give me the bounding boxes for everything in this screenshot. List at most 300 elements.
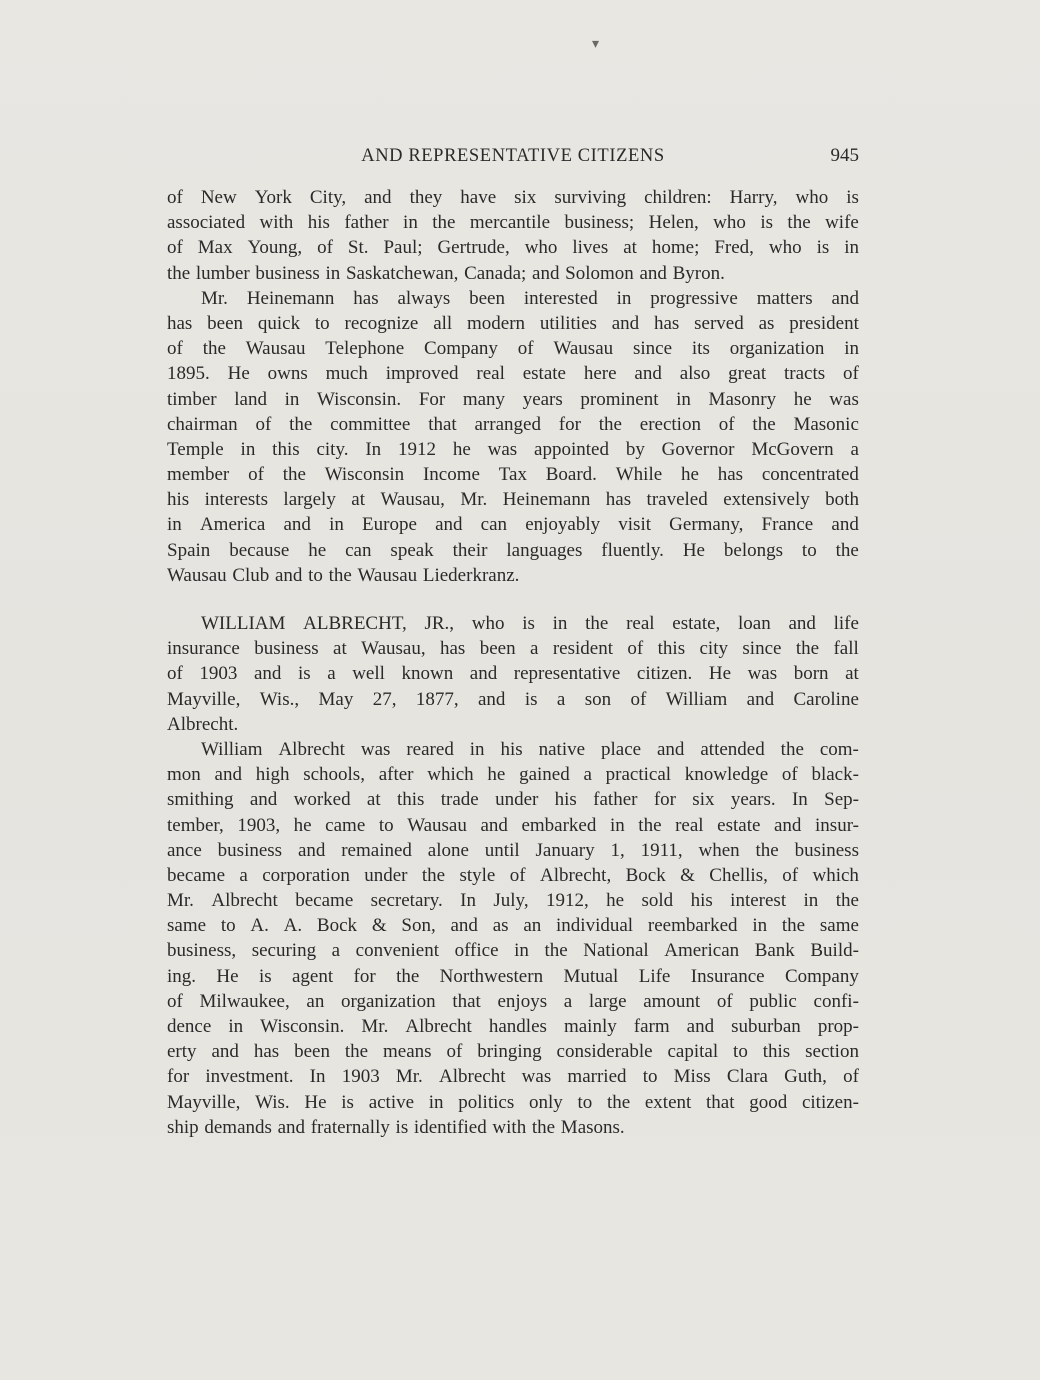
word: mon <box>167 764 201 786</box>
word: estate <box>522 363 566 385</box>
word: Wis., <box>259 688 300 710</box>
word: as <box>492 915 509 937</box>
word: the <box>544 940 568 962</box>
word: resident <box>552 638 613 660</box>
word: and <box>831 287 859 309</box>
word: and <box>831 514 859 536</box>
word: and <box>249 789 278 811</box>
word: interests <box>204 489 268 511</box>
text-line <box>167 838 859 863</box>
word: In <box>460 890 476 912</box>
word: city. <box>316 438 349 460</box>
word: of <box>446 1041 463 1063</box>
word: all <box>433 312 453 334</box>
word: Mayville, <box>167 688 241 710</box>
word: Wis. <box>255 1091 290 1113</box>
word: he <box>606 890 625 912</box>
word: the <box>787 212 811 234</box>
word: National <box>583 940 649 962</box>
word: section <box>805 1041 859 1063</box>
word: trade <box>440 789 479 811</box>
running-head: AND REPRESENTATIVE CITIZENS <box>361 146 665 166</box>
word: the <box>531 1116 556 1138</box>
text-line <box>167 412 859 437</box>
word: Miss <box>673 1066 711 1088</box>
word: a <box>239 864 248 886</box>
word: same <box>819 915 859 937</box>
word: in <box>284 388 300 410</box>
word: appointed <box>534 438 609 460</box>
word: France <box>761 514 814 536</box>
word: with <box>492 1116 527 1138</box>
word: Bock <box>316 915 358 937</box>
word: a <box>563 990 573 1012</box>
word: A. <box>250 915 269 937</box>
word: who <box>524 237 558 259</box>
word: is <box>395 1116 409 1138</box>
word: in <box>428 1091 444 1113</box>
word: Bank <box>754 940 795 962</box>
word: William <box>665 688 728 710</box>
word: he <box>793 388 812 410</box>
word: secretary. <box>370 890 443 912</box>
word: largely <box>283 489 336 511</box>
word: Albrecht <box>278 738 345 760</box>
word: place <box>600 738 642 760</box>
word: speak <box>390 539 434 561</box>
word: Germany, <box>669 514 744 536</box>
paragraph <box>167 185 859 286</box>
text-line <box>167 762 859 787</box>
word: which <box>812 864 859 886</box>
word: of <box>716 990 733 1012</box>
word: the <box>167 262 191 284</box>
word: sold <box>641 890 674 912</box>
page-number: 945 <box>830 145 859 166</box>
word: ship <box>167 1116 199 1138</box>
text-line <box>167 261 859 286</box>
word: corporation <box>262 864 350 886</box>
word: has <box>253 1041 280 1063</box>
word: to <box>220 915 236 937</box>
text-line <box>167 712 859 737</box>
word: same <box>167 915 207 937</box>
word: Milwaukee, <box>199 990 290 1012</box>
word: known <box>401 663 454 685</box>
word: of <box>167 187 183 208</box>
word: quick <box>257 312 301 334</box>
word: Albrecht <box>211 890 278 912</box>
word: a <box>850 438 859 460</box>
word: of <box>718 413 735 435</box>
word: under <box>495 789 539 811</box>
word: Chellis, <box>709 864 768 886</box>
word: means <box>383 1041 432 1063</box>
word: the <box>835 539 859 561</box>
word: many <box>462 388 506 410</box>
word: and <box>532 262 560 284</box>
word: Son, <box>401 915 436 937</box>
word: owns <box>267 363 308 385</box>
text-line <box>167 1115 859 1140</box>
word: matters <box>756 287 813 309</box>
word: the <box>752 413 776 435</box>
word: been <box>207 312 244 334</box>
word: Caroline <box>793 688 859 710</box>
word: interest <box>730 890 787 912</box>
word: well <box>352 663 385 685</box>
word: and <box>611 312 640 334</box>
word: real <box>626 613 655 634</box>
word: Heinemann <box>246 287 335 309</box>
word: and <box>639 262 667 284</box>
text-line <box>167 487 859 512</box>
word: has <box>167 312 193 334</box>
word: identified <box>413 1116 487 1138</box>
word: to <box>577 1091 593 1113</box>
text-line <box>167 210 859 235</box>
word: He <box>304 1091 327 1113</box>
text-line <box>167 336 859 361</box>
text-line <box>167 1039 859 1064</box>
word: this <box>762 1041 791 1063</box>
word: Sep- <box>824 789 859 811</box>
word: business <box>254 638 319 660</box>
word: ALBRECHT, <box>303 613 407 634</box>
word: bringing <box>477 1041 542 1063</box>
word: land <box>234 388 267 410</box>
word: worked <box>293 789 351 811</box>
word: Temple <box>167 438 224 460</box>
word: a <box>327 663 336 685</box>
word: in <box>609 814 625 836</box>
paragraph <box>167 737 859 1140</box>
word: for <box>353 965 376 987</box>
text-line <box>167 813 859 838</box>
word: who <box>795 187 829 208</box>
word: member <box>167 464 230 486</box>
word: he <box>452 438 471 460</box>
word: demands <box>204 1116 272 1138</box>
word: the <box>795 638 820 660</box>
word: concentrated <box>761 464 859 486</box>
word: because <box>229 539 290 561</box>
word: the <box>638 814 662 836</box>
word: Insurance <box>690 965 765 987</box>
word: insur- <box>815 814 859 836</box>
word: tracts <box>784 363 826 385</box>
word: a <box>530 638 539 660</box>
word: erty <box>167 1041 197 1063</box>
word: Paul; <box>383 237 423 259</box>
page-header <box>167 143 859 169</box>
word: that <box>706 1091 735 1113</box>
word: enjoyably <box>525 514 601 536</box>
word: chairman <box>167 413 238 435</box>
word: Europe <box>362 514 417 536</box>
body-text <box>167 185 859 1140</box>
word: a <box>583 764 592 786</box>
word: New <box>200 187 237 208</box>
word: years <box>522 388 563 410</box>
word: and <box>435 514 463 536</box>
word: of <box>167 237 183 259</box>
word: Saskatchewan, <box>345 262 459 284</box>
word: organization <box>341 990 436 1012</box>
word: alone <box>427 839 469 861</box>
paragraph <box>167 286 859 588</box>
word: real <box>476 363 505 385</box>
word: of <box>843 1066 859 1088</box>
text-line <box>167 1064 859 1089</box>
word: when <box>698 839 740 861</box>
word: Mayville, <box>167 1091 241 1113</box>
word: great <box>728 363 767 385</box>
word: McGovern <box>751 438 834 460</box>
word: 27, <box>372 688 397 710</box>
word: A. <box>283 915 303 937</box>
word: interested <box>523 287 598 309</box>
word: citizen. <box>636 663 693 685</box>
word: of <box>317 237 333 259</box>
word: was <box>360 738 391 760</box>
word: Harry, <box>729 187 778 208</box>
word: May <box>318 688 354 710</box>
word: knowledge <box>684 764 769 786</box>
word: native <box>538 738 586 760</box>
word: in <box>752 915 768 937</box>
word: he <box>487 764 506 786</box>
word: 1895. <box>167 363 210 385</box>
word: and <box>634 363 662 385</box>
word: recognize <box>344 312 419 334</box>
word: high <box>255 764 290 786</box>
word: which <box>427 764 474 786</box>
word: Masons. <box>560 1116 625 1138</box>
word: since <box>632 338 673 360</box>
word: Albrecht <box>439 1066 506 1088</box>
word: politics <box>458 1091 515 1113</box>
word: citizen- <box>801 1091 859 1113</box>
word: for <box>167 1066 190 1088</box>
word: Club <box>232 564 270 586</box>
text-line <box>167 787 859 812</box>
word: an <box>523 915 542 937</box>
word: in <box>676 388 691 410</box>
word: utilities <box>539 312 597 334</box>
word: in <box>844 338 859 360</box>
word: at <box>623 237 637 259</box>
word: City, <box>309 187 347 208</box>
word: estate <box>717 814 761 836</box>
word: in <box>228 1016 244 1037</box>
word: modern <box>467 312 526 334</box>
word: to <box>733 1041 748 1063</box>
word: who <box>713 212 746 234</box>
text-line <box>167 687 859 712</box>
word: good <box>749 1091 788 1113</box>
word: business, <box>167 940 237 962</box>
word: schools, <box>303 764 365 786</box>
word: agent <box>292 965 334 987</box>
word: was <box>521 1066 552 1088</box>
word: the <box>432 212 456 234</box>
word: and <box>774 814 802 836</box>
word: Fred, <box>714 237 754 259</box>
word: Wisconsin. <box>260 1016 345 1037</box>
word: of <box>248 464 264 486</box>
word: his <box>690 890 713 912</box>
word: Liederkranz. <box>422 564 520 586</box>
word: suburban <box>731 1016 801 1037</box>
word: dence <box>167 1016 212 1037</box>
word: children: <box>644 187 712 208</box>
word: wife <box>825 212 859 234</box>
word: traveled <box>646 489 708 511</box>
word: smithing <box>167 789 234 811</box>
word: married <box>567 1066 627 1088</box>
word: Max <box>197 237 233 259</box>
word: office <box>454 940 499 962</box>
word: has <box>439 638 466 660</box>
paragraph <box>167 611 859 737</box>
word: this <box>272 438 300 460</box>
word: Wausau <box>553 338 614 360</box>
text-line <box>167 1090 859 1115</box>
word: 1912 <box>398 438 436 460</box>
word: 1903, <box>237 814 281 836</box>
word: Mr. <box>395 1066 423 1088</box>
word: also <box>679 363 711 385</box>
word: Tax <box>498 464 527 486</box>
word: capital <box>667 1041 719 1063</box>
word: after <box>378 764 414 786</box>
word: Helen, <box>648 212 699 234</box>
word: St. <box>347 237 369 259</box>
word: Heinemann <box>502 489 591 511</box>
text-line <box>167 185 859 210</box>
word: can <box>480 514 508 536</box>
word: and <box>277 1116 306 1138</box>
word: business <box>255 262 320 284</box>
word: Life <box>638 965 671 987</box>
word: has <box>717 464 744 486</box>
word: and <box>746 688 775 710</box>
word: Wausau, <box>380 489 445 511</box>
word: July, <box>493 890 529 912</box>
text-line <box>167 563 859 588</box>
word: of <box>630 688 647 710</box>
text-line <box>167 611 859 636</box>
word: its <box>691 338 710 360</box>
word: While <box>615 464 663 486</box>
word: prominent <box>580 388 659 410</box>
word: improved <box>385 363 459 385</box>
word: In <box>365 438 382 460</box>
word: associated <box>167 212 246 234</box>
word: in <box>167 514 182 536</box>
word: and <box>788 613 816 634</box>
text-line <box>167 387 859 412</box>
word: served <box>694 312 744 334</box>
word: that <box>452 990 481 1012</box>
speck-mark: ▾ <box>592 37 600 52</box>
word: Wausau <box>167 564 227 586</box>
word: is <box>258 965 272 987</box>
text-line <box>167 737 859 762</box>
word: loan <box>738 613 771 634</box>
text-line <box>167 311 859 336</box>
word: of <box>509 864 526 886</box>
word: confi- <box>813 990 859 1012</box>
word: Build- <box>810 940 859 962</box>
word: January <box>535 839 595 861</box>
word: Mutual <box>563 965 619 987</box>
word: active <box>368 1091 415 1113</box>
word: Wisconsin <box>324 464 405 486</box>
word: the <box>755 839 779 861</box>
word: the <box>289 413 313 435</box>
word: com- <box>819 738 859 760</box>
word: of <box>517 338 534 360</box>
word: and <box>275 564 303 586</box>
word: belongs <box>723 539 783 561</box>
text-line <box>167 462 859 487</box>
text-line <box>167 913 859 938</box>
word: In <box>791 789 808 811</box>
word: Company <box>784 965 859 987</box>
word: ing. <box>167 965 197 987</box>
word: for <box>653 789 676 811</box>
word: He <box>708 663 732 685</box>
word: much <box>325 363 368 385</box>
word: real <box>675 814 704 836</box>
word: by <box>625 438 645 460</box>
word: enjoys <box>497 990 548 1012</box>
word: born <box>793 663 829 685</box>
word: who <box>471 613 505 634</box>
word: his <box>167 489 190 511</box>
word: has <box>653 312 680 334</box>
word: Wisconsin. <box>316 388 402 410</box>
word: at <box>351 489 366 511</box>
word: was <box>747 663 778 685</box>
word: estate, <box>672 613 721 634</box>
word: Masonic <box>793 413 859 435</box>
word: Mr. <box>460 489 488 511</box>
word: remained <box>341 839 412 861</box>
word: insurance <box>167 638 240 660</box>
word: convenient <box>355 940 440 962</box>
word: in <box>552 613 568 634</box>
word: home; <box>651 237 700 259</box>
word: Wausau <box>407 814 467 836</box>
word: he <box>680 464 699 486</box>
word: Guth, <box>784 1066 827 1088</box>
word: a <box>331 940 341 962</box>
word: and <box>686 1016 715 1037</box>
word: and <box>211 1041 239 1063</box>
word: Canada; <box>464 262 527 284</box>
word: this <box>396 789 425 811</box>
word: handles <box>488 1016 547 1037</box>
word: For <box>418 388 446 410</box>
word: is <box>816 237 830 259</box>
word: since <box>742 638 782 660</box>
word: securing <box>251 940 317 962</box>
word: president <box>789 312 859 334</box>
word: and <box>480 814 508 836</box>
